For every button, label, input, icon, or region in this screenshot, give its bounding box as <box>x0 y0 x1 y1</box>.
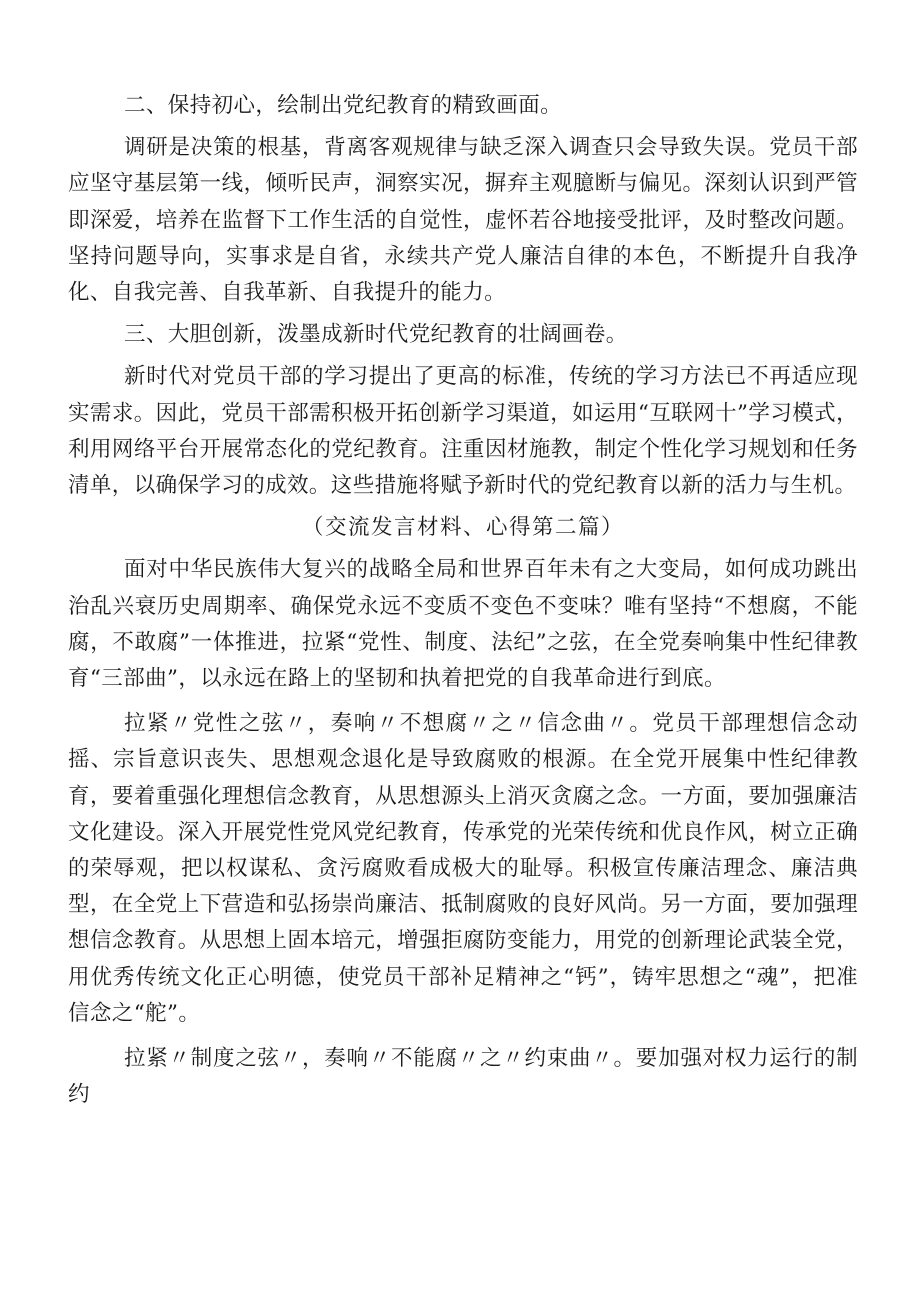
document-page <box>68 88 858 1113</box>
section-title: （交流发言材料、心得第二篇） <box>301 515 624 541</box>
paragraph-three-part: 面对中华民族伟大复兴的战略全局和世界百年未有之大变局，如何成功跳出治乱兴衰历史周期率、确保党永远不变质不变色不变味？唯有坚持“不想腐，不能腐，不敢腐”一体推进，拉紧“党性、制度、法纪”之弦，在全党奏响集中性纪律教育“三部曲”，以永远在路上的坚韧和执着把党的自我革命进行到底。 <box>68 557 858 692</box>
section-heading-3: 三、大胆创新，泼墨成新时代党纪教育的壮阔画卷。 <box>124 322 628 348</box>
paragraph-institution: 拉紧〃制度之弦〃，奏响〃不能腐〃之〃约束曲〃。要加强对权力运行的制约 <box>68 1046 858 1108</box>
paragraph-innovation: 新时代对党员干部的学习提出了更高的标准，传统的学习方法已不再适应现实需求。因此，党员干部需积极开拓创新学习渠道，如运用“互联网十”学习模式，利用网络平台开展常态化的党纪教育。注重因材施教，制定个性化学习规划和任务清单，以确保学习的成效。这些措施将赋予新时代的党纪教育以新的活力与生机。 <box>68 364 858 499</box>
section-heading-2: 二、保持初心，绘制出党纪教育的精致画面。 <box>124 93 563 118</box>
paragraph-research: 调研是决策的根基，背离客观规律与缺乏深入调查只会导致失误。党员干部应坚守基层第一线，倾听民声，洞察实况，摒弃主观臆断与偏见。深刻认识到严管即深爱，培养在监督下工作生活的自觉性，虚怀若谷地接受批评，及时整改问题。坚持问题导向，实事求是自省，永续共产党人廉洁自律的本色，不断提升自我净化、自我完善、自我革新、自我提升的能力。 <box>68 135 858 306</box>
paragraph-party-spirit: 拉紧〃党性之弦〃，奏响〃不想腐〃之〃信念曲〃。党员干部理想信念动摇、宗旨意识丧失、思想观念退化是导致腐败的根源。在全党开展集中性纪律教育，要着重强化理想信念教育，从思想源头上消灭贪腐之念。一方面，要加强廉洁文化建设。深入开展党性党风党纪教育，传承党的光荣传统和优良作风，树立正确的荣辱观，把以权谋私、贪污腐败看成极大的耻辱。积极宣传廉洁理念、廉洁典型，在全党上下营造和弘扬崇尚廉洁、抵制腐败的良好风尚。另一方面，要加强理想信念教育。从思想上固本培元，增强拒腐防变能力，用党的创新理论武装全党，用优秀传统文化正心明德，使党员干部补足精神之“钙”，铸牢思想之“魂”，把准信念之“舵”。 <box>68 711 858 1026</box>
